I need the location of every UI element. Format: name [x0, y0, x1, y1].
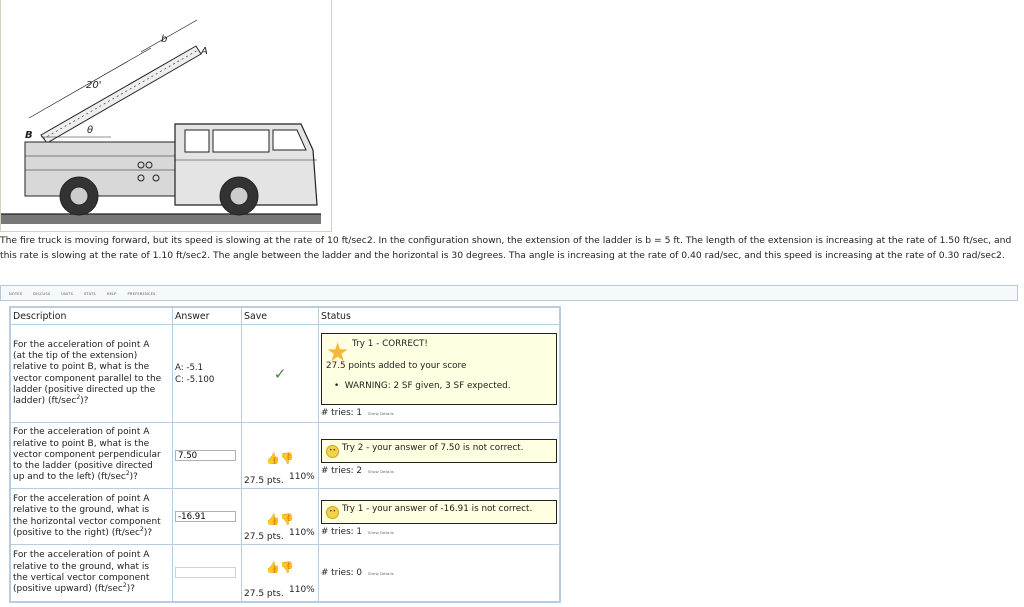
question-description: For the acceleration of point A (at the tip of the extension) relative to point B, what is the vector component parallel to the ladder (positive directed up the ladder) $(ft/\sec^2)$?: [10, 325, 173, 423]
checkmark-icon: ✓: [273, 364, 287, 383]
toolbar-discuss[interactable]: DISCUSS: [33, 292, 51, 296]
tries-row: [321, 408, 557, 418]
save-thumbs-icon[interactable]: 👍👎: [266, 513, 294, 526]
sad-face-icon: ••: [326, 445, 339, 458]
ground: [1, 214, 321, 224]
table-row: [10, 545, 560, 602]
truck-body: [25, 142, 175, 196]
percent-value: 110%: [289, 472, 315, 482]
star-icon: ★: [326, 337, 350, 368]
status-warning: • WARNING: 2 SF given, 3 SF expected.: [334, 380, 511, 391]
status-incorrect-box: [321, 439, 557, 463]
status-points-added: 27.5 points added to your score: [326, 360, 467, 371]
save-cell: [242, 325, 319, 423]
problem-toolbar: [0, 285, 1018, 301]
fire-truck-illustration: [1, 0, 331, 232]
tries-count: # tries: 1: [321, 407, 363, 418]
correct-answer: C: -5.100: [175, 374, 215, 385]
percent-value: 110%: [289, 584, 315, 595]
fire-truck-figure: [0, 0, 332, 232]
extension-label: b: [161, 34, 168, 45]
problem-statement: The fire truck is moving forward, but its speed is slowing at the rate of 10 ft/sec2. In the configuration shown, the extension of the ladder is b = 5 ft. The length of the extension is increasing at the rate of 1.50 ft/sec, and this rate is slowing at the rate of 1.10 ft/sec2. The angle between the ladder and the horizontal is 30 degrees. Tha angle is increasing at the rate of 0.40 rad/sec, and this speed is increasing at the rate of 0.30 rad/sec2.: [0, 235, 1012, 262]
status-correct-box: [321, 333, 557, 405]
question-description: For the acceleration of point A relative to the ground, what is the horizontal vector component (positive to the right) $(ft/\sec^2)$?: [10, 489, 173, 545]
table-row: [10, 325, 560, 423]
table-header: [10, 307, 560, 325]
toolbar-stats[interactable]: STATS: [83, 292, 96, 296]
points-value: 27.5 pts.: [244, 532, 284, 542]
percent-value: 110%: [289, 528, 315, 538]
show-details-link[interactable]: Show Details: [368, 570, 394, 576]
save-cell: [242, 489, 319, 545]
status-cell: [319, 325, 561, 423]
theta-label: θ: [87, 125, 94, 136]
tries-count: # tries: 0: [321, 567, 363, 578]
question-description: For the acceleration of point A relative to the ground, what is the vertical vector component (positive upward) $(ft/\sec^2)$?: [10, 545, 173, 602]
status-cell: [319, 545, 561, 602]
toolbar-notes[interactable]: NOTES: [9, 292, 23, 296]
status-cell: [319, 489, 561, 545]
status-cell: [319, 423, 561, 489]
show-details-link[interactable]: Show Details: [368, 410, 394, 416]
points-value: 27.5 pts.: [244, 588, 284, 599]
header-save: Save: [242, 307, 319, 325]
submitted-answer: A: -5.1: [175, 362, 204, 373]
header-answer: Answer: [173, 307, 242, 325]
point-b-label: B: [25, 130, 33, 141]
status-incorrect-box: [321, 500, 557, 524]
question-table: [9, 306, 561, 603]
answer-cell: [173, 325, 242, 423]
header-status: Status: [319, 307, 561, 325]
ladder-length-label: 20': [86, 80, 102, 91]
answer-input[interactable]: [175, 567, 236, 578]
tries-row: [321, 527, 557, 537]
toolbar-preferences[interactable]: PREFERENCES: [127, 292, 156, 296]
save-cell: [242, 423, 319, 489]
toolbar-help[interactable]: HELP: [106, 292, 117, 296]
tries-count: # tries: 2: [321, 465, 363, 476]
tries-count: # tries: 1: [321, 526, 363, 537]
sad-face-icon: ••: [326, 506, 339, 519]
toolbar-units[interactable]: UNITS: [61, 292, 74, 296]
status-message: Try 2 - your answer of 7.50 is not correct.: [342, 442, 524, 453]
status-message: Try 1 - your answer of -16.91 is not correct.: [342, 503, 533, 514]
points-value: 27.5 pts.: [244, 476, 284, 486]
status-try: Try 1 - CORRECT!: [352, 338, 428, 349]
answer-cell: [173, 545, 242, 602]
header-description: Description: [10, 307, 173, 325]
tries-row: [321, 568, 557, 578]
answer-cell: [173, 423, 242, 489]
table-row: [10, 489, 560, 545]
show-details-link[interactable]: Show Details: [368, 468, 394, 474]
point-a-label: A: [201, 46, 208, 57]
table-row: [10, 423, 560, 489]
save-thumbs-icon[interactable]: 👍👎: [266, 561, 294, 575]
show-details-link[interactable]: Show Details: [368, 529, 394, 535]
question-description: For the acceleration of point A relative to point B, what is the vector component perpendicular to the ladder (positive directed up and to the left) $(ft/\sec^2)$?: [10, 423, 173, 489]
answer-cell: [173, 489, 242, 545]
answer-input[interactable]: [175, 450, 236, 461]
tries-row: [321, 466, 557, 476]
save-cell: [242, 545, 319, 602]
answer-input[interactable]: [175, 511, 236, 522]
save-thumbs-icon[interactable]: 👍👎: [266, 452, 294, 465]
